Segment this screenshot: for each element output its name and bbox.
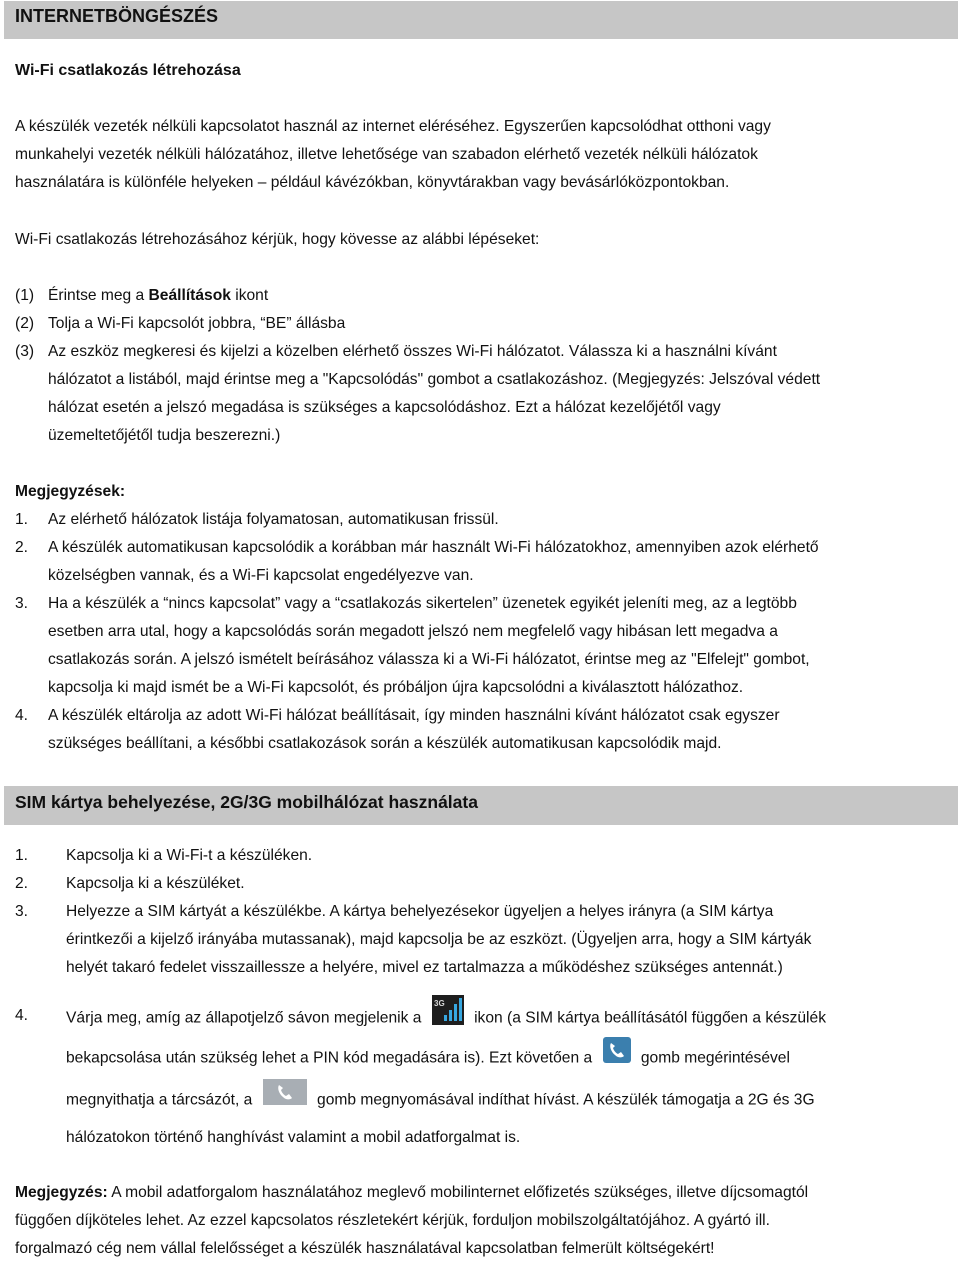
final-note-label: Megjegyzés: — [15, 1184, 108, 1201]
sim-step-item: 1. Kapcsolja ki a Wi-Fi-t a készüléken. — [15, 847, 313, 864]
call-button-icon — [263, 1079, 307, 1122]
intro-line: használatára is különféle helyeken – például kávézókban, könyvtárakban vagy bevásárlóközpontokban. — [15, 174, 730, 191]
signal-3g-icon — [432, 995, 464, 1042]
note-item: 2. A készülék automatikusan kapcsolódik a korábban már használt Wi-Fi hálózatokhoz, amennyiben azok elérhető — [15, 539, 819, 556]
steps-intro: Wi-Fi csatlakozás létrehozásához kérjük, hogy kövesse az alábbi lépéseket: — [15, 231, 540, 248]
note-continuation: csatlakozás során. A jelszó ismételt beírásához válassza ki a Wi-Fi hálózatot, érintse meg az "Elfelejt" gombot, — [48, 651, 810, 668]
step-text: Tolja a Wi-Fi kapcsolót jobbra, “BE” állásba — [48, 315, 346, 332]
note-item: 3. Ha a készülék a “nincs kapcsolat” vagy a “csatlakozás sikertelen” üzenetek egyikét jeleníti meg, az a legtöbb — [15, 595, 797, 612]
step-continuation: üzemeltetőjétől tudja beszerezni.) — [48, 427, 281, 444]
wifi-intro-paragraph — [15, 113, 950, 197]
step-item — [15, 310, 950, 338]
step-continuation: hálózatot a listából, majd érintse meg a "Kapcsolódás" gombot a csatlakozáshoz. (Megjegyzés: Jelszóval védett — [48, 371, 821, 388]
step-item — [15, 282, 950, 310]
intro-line: munkahelyi vezeték nélküli hálózatához, illetve lehetősége van szabadon elérhető vezeték nélküli hálózatok — [15, 146, 758, 163]
step-text: Az eszköz megkeresi és kijelzi a közelben elérhető összes Wi-Fi hálózatot. Válassza ki a használni kívánt — [48, 343, 777, 360]
step-continuation: hálózat esetén a jelszó megadása is szükséges a kapcsolódáshoz. Ezt a hálózat kezelőjétől vagy — [48, 399, 721, 416]
sim-step-continuation: érintkezői a kijelző irányába mutassanak), majd kapcsolja be az eszközt. (Ügyeljen arra, hogy a SIM kártyák — [66, 931, 812, 948]
note-continuation: szükséges beállítani, a későbbi csatlakozások során a készülék automatikusan kapcsolódik majd. — [48, 735, 722, 752]
settings-keyword: Beállítások — [148, 287, 231, 304]
note-item: 4. A készülék eltárolja az adott Wi-Fi hálózat beállításait, így minden használni kívánt hálózatot csak egyszer — [15, 707, 780, 724]
note-continuation: kapcsolja ki majd ismét be a Wi-Fi kapcsolót, és próbáljon újra kapcsolódni a kiválasztott hálózathoz. — [48, 679, 744, 696]
note-continuation: közelségben vannak, és a Wi-Fi kapcsolat engedélyezve van. — [48, 567, 474, 584]
sim-step-item: 2. Kapcsolja ki a készüléket. — [15, 875, 245, 892]
notes-list — [15, 506, 950, 758]
sim-steps-list — [15, 842, 950, 982]
phone-dialer-icon — [603, 1037, 631, 1080]
step-item — [15, 338, 950, 366]
step-text: Érintse meg a Beállítások ikont — [48, 287, 269, 304]
sim-step-continuation: helyét takaró fedelet visszaillessze a helyére, mivel ez tartalmazza a működéshez szükséges antennát.) — [66, 959, 783, 976]
step-number: (1) — [15, 287, 35, 304]
final-note: Megjegyzés: A mobil adatforgalom használatához meglevő mobilinternet előfizetés szükséges, illetve díjcsomagtól függően díjköteles lehet. Az ezzel kapcsolatos részletekért kérjük, forduljon mobilszolgáltatójához. A gyártó ill. forgalmazó cég nem vállal felelősséget a készülék használatával kapcsolatban felmerült költségekért! — [15, 1184, 809, 1257]
notes-title: Megjegyzések: — [15, 483, 126, 500]
sim-step-item-4: 4. Várja meg, amíg az állapotjelző sávon megjelenik a 3G ikon (a SIM kártya beállításától függően a készülék bekapcsolása után szükség lehet a PIN kód megadására is). Ezt követően a gomb megérintésével megnyithatja a tárcsázót, a gomb megnyomásával indíthat hívást. A készülék támogatja a 2G és 3G hálózatokon történő hanghívást valamint a mobil adatforgalmat is. — [15, 995, 950, 1155]
step-number: (2) — [15, 315, 35, 332]
section-heading-internet: INTERNETBÖNGÉSZÉS — [4, 1, 958, 39]
intro-line: A készülék vezeték nélküli kapcsolatot használ az internet eléréséhez. Egyszerűen kapcsolódhat otthoni vagy — [15, 118, 771, 135]
step-number: (3) — [15, 343, 35, 360]
wifi-subtitle: Wi-Fi csatlakozás létrehozása — [15, 62, 241, 79]
wifi-steps-list — [15, 282, 950, 450]
svg-text:3G: 3G — [433, 999, 445, 1008]
note-item: 1. Az elérhető hálózatok listája folyamatosan, automatikusan frissül. — [15, 511, 499, 528]
note-continuation: esetben arra utal, hogy a kapcsolódás során megadott jelszó nem megfelelő vagy hibásan lett megadva a — [48, 623, 778, 640]
sim-step-item: 3. Helyezze a SIM kártyát a készülékbe. A kártya behelyezésekor ügyeljen a helyes irányra (a SIM kártya — [15, 903, 774, 920]
section-heading-sim: SIM kártya behelyezése, 2G/3G mobilhálózat használata — [4, 786, 958, 825]
